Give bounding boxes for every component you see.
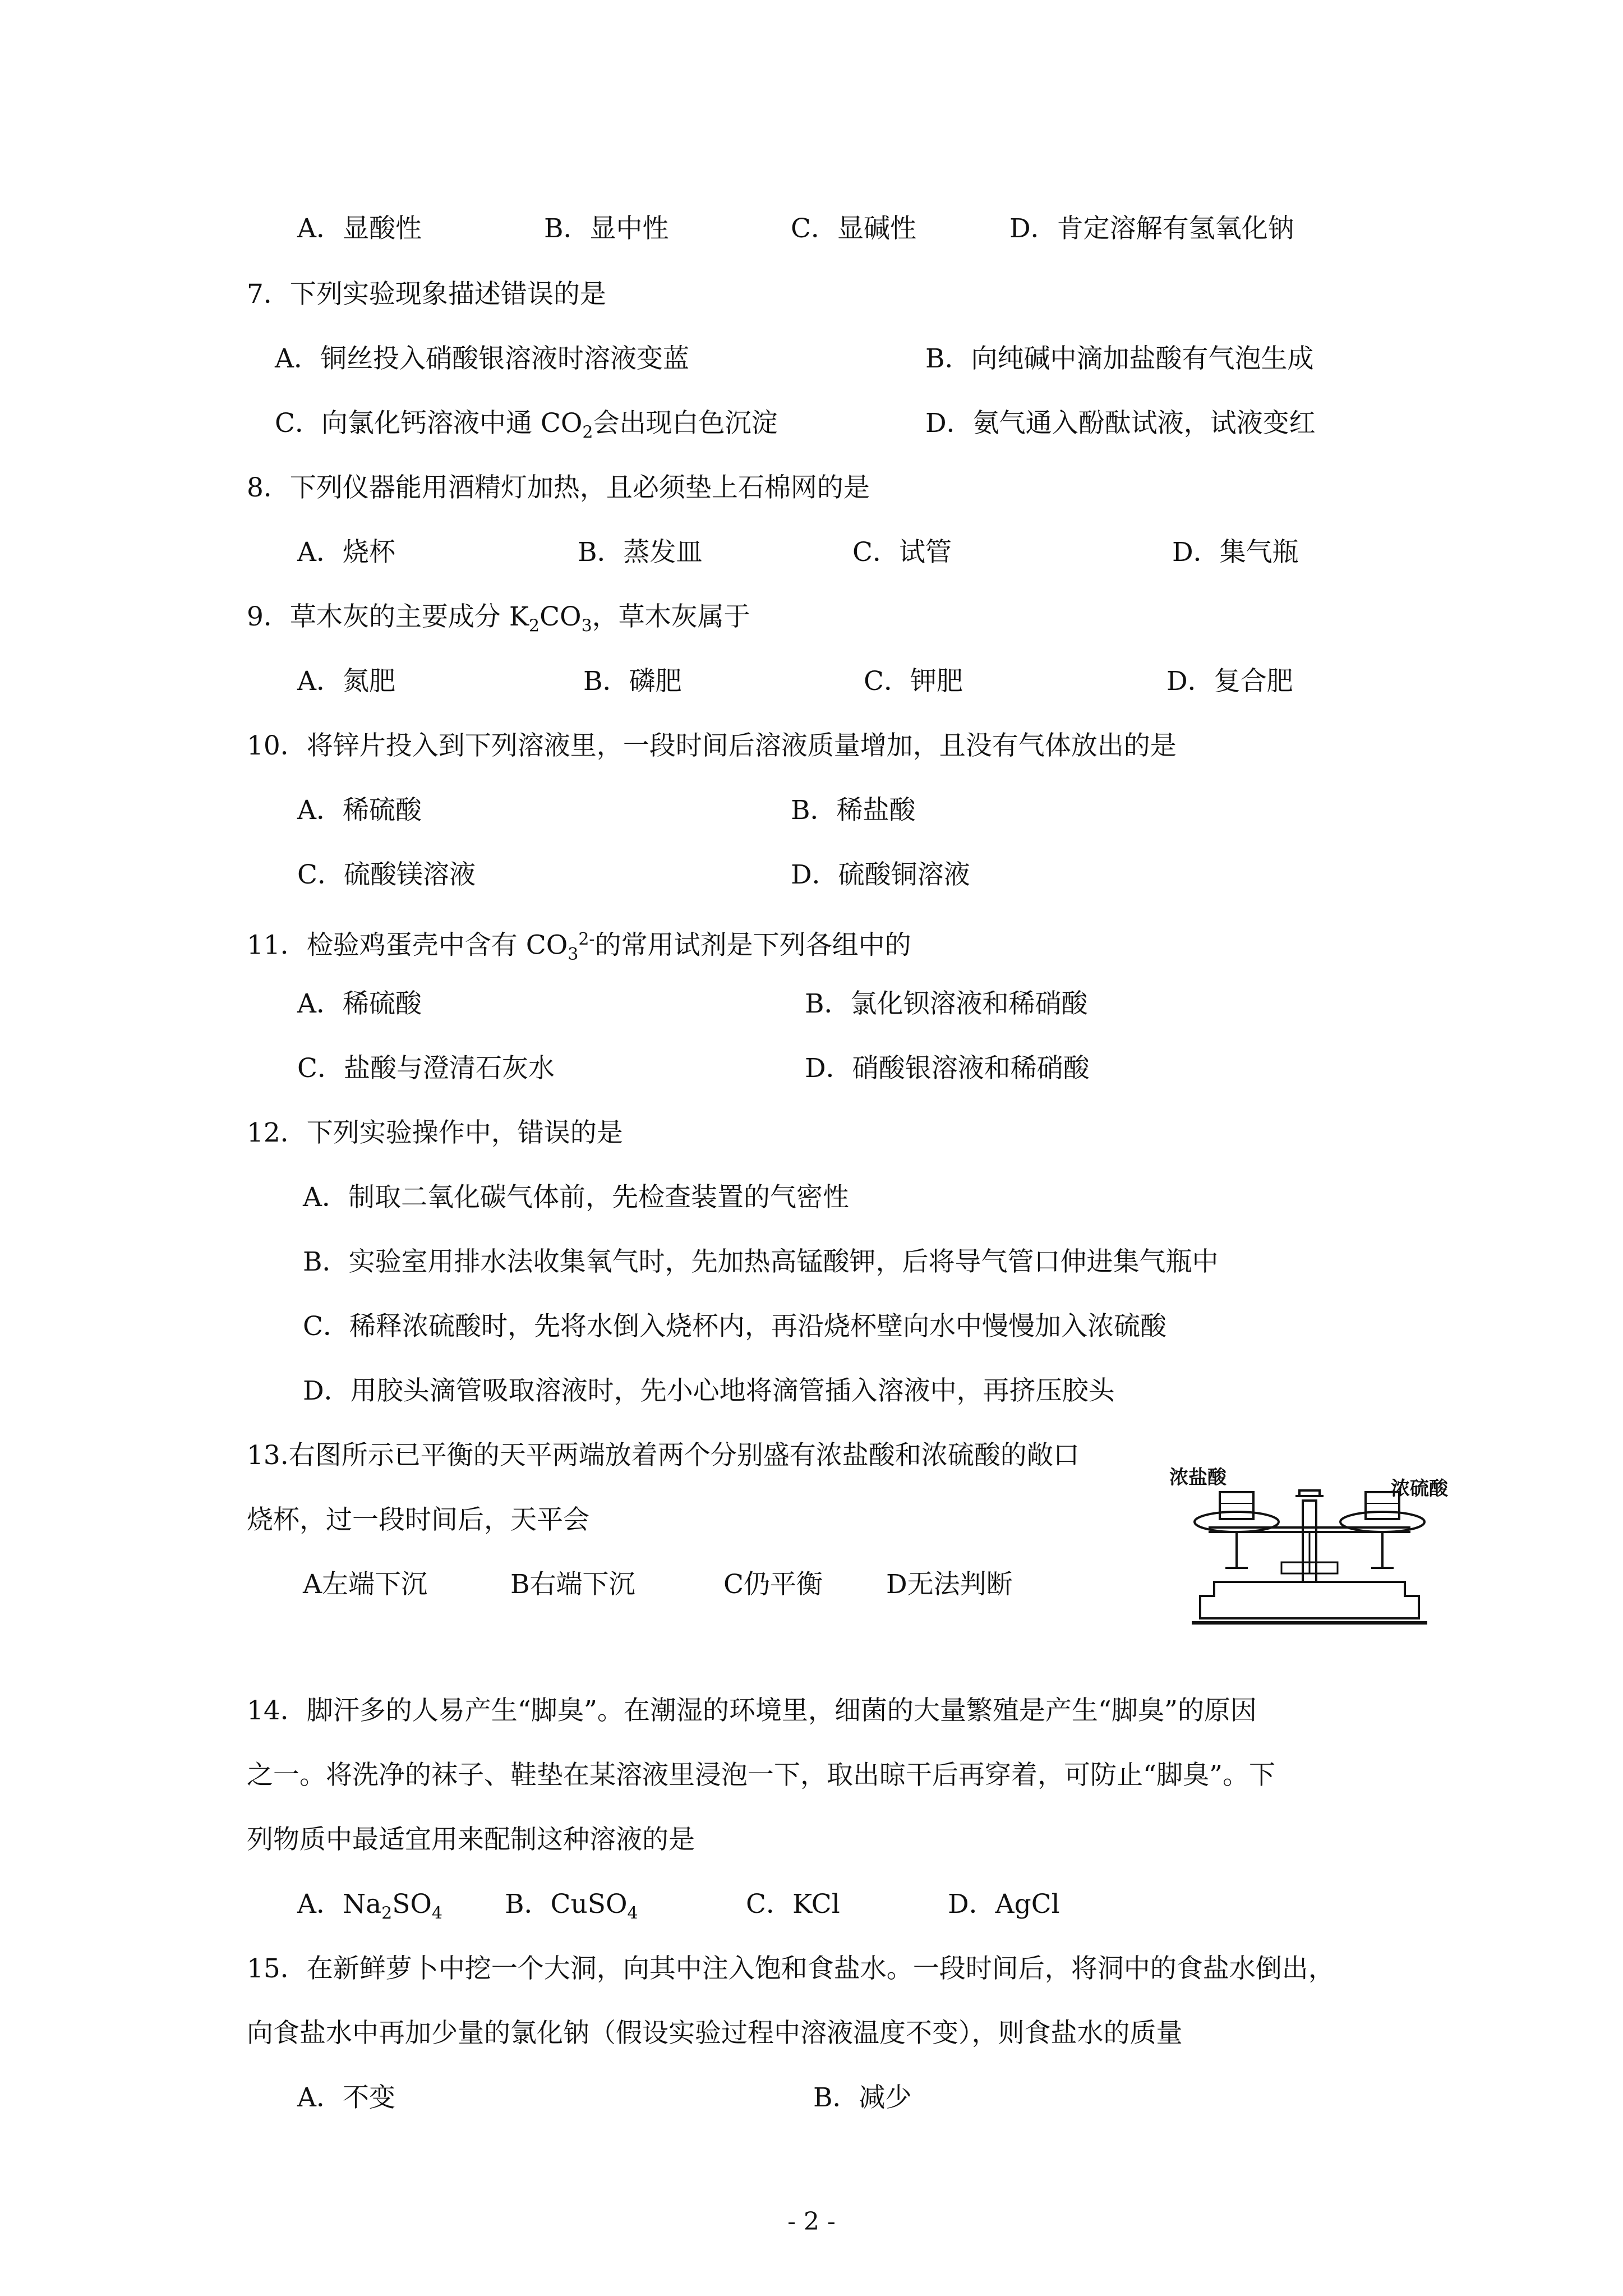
- q14-option-a: A．$Na_2SO_4$: [297, 1889, 443, 1924]
- q8-stem: 8．下列仪器能用酒精灯加热，且必须垫上石棉网的是: [247, 472, 870, 503]
- q11-option-d: D．硝酸银溶液和稀硝酸: [805, 1053, 1090, 1084]
- q13-option-c: C仍平衡: [723, 1569, 823, 1600]
- balance-figure: [1169, 1461, 1450, 1630]
- q13-option-d: D无法判断: [886, 1569, 1013, 1600]
- q8-option-a: A．烧杯: [297, 537, 395, 568]
- q11-option-c: C．盐酸与澄清石灰水: [297, 1053, 555, 1084]
- q12-option-a: A．制取二氧化碳气体前，先检查装置的气密性: [303, 1182, 849, 1213]
- right-beaker-label: 浓硫酸: [1391, 1478, 1448, 1500]
- q11-option-b: B．氯化钡溶液和稀硝酸: [805, 988, 1088, 1019]
- q8-option-c: C．试管: [852, 537, 952, 568]
- q8-option-b: B．蒸发皿: [578, 537, 703, 568]
- q10-option-a: A．稀硫酸: [297, 795, 422, 826]
- q9-stem: 9．草木灰的主要成分 $K_2CO_3$，草木灰属于: [247, 601, 750, 636]
- left-beaker-label: 浓盐酸: [1169, 1466, 1227, 1489]
- q6-option-a: A．显酸性: [297, 213, 422, 244]
- q9-option-b: B．磷肥: [583, 666, 682, 697]
- right-pan: [1340, 1512, 1424, 1532]
- q13-option-a: A左端下沉: [303, 1569, 427, 1600]
- q15-line2: 向食盐水中再加少量的氯化钠（假设实验过程中溶液温度不变），则食盐水的质量: [247, 2018, 1183, 2049]
- q12-option-b: B．实验室用排水法收集氧气时，先加热高锰酸钾，后将导气管口伸进集气瓶中: [303, 1246, 1219, 1277]
- page-number: - 2 -: [787, 2207, 836, 2236]
- q7-option-a: A．铜丝投入硝酸银溶液时溶液变蓝: [275, 343, 689, 374]
- q9-option-a: A．氮肥: [297, 666, 395, 697]
- q6-option-b: B．显中性: [544, 213, 669, 244]
- q13-stem-line1: 13.右图所示已平衡的天平两端放着两个分别盛有浓盐酸和浓硫酸的敞口: [247, 1440, 1080, 1471]
- q8-option-d: D．集气瓶: [1172, 537, 1299, 568]
- q11-stem: 11．检验鸡蛋壳中含有 $CO_3^{2-}$的常用试剂是下列各组中的: [247, 930, 911, 965]
- q12-stem: 12．下列实验操作中，错误的是: [247, 1117, 623, 1148]
- q14-option-b: B．CuSO$_4$: [505, 1889, 638, 1924]
- q15-option-a: A．不变: [297, 2082, 395, 2113]
- q11-option-a: A．稀硫酸: [297, 988, 422, 1019]
- left-pan: [1195, 1512, 1279, 1532]
- q14-option-d: D．AgCl: [948, 1889, 1060, 1920]
- q15-line1: 15．在新鲜萝卜中挖一个大洞，向其中注入饱和食盐水。一段时间后，将洞中的食盐水倒出，: [247, 1953, 1335, 1984]
- q7-option-d: D．氨气通入酚酞试液，试液变红: [925, 408, 1316, 439]
- q9-option-c: C．钾肥: [864, 666, 963, 697]
- q10-option-d: D．硫酸铜溶液: [791, 859, 970, 890]
- q9-option-d: D．复合肥: [1166, 666, 1293, 697]
- q13-stem-line2: 烧杯，过一段时间后，天平会: [247, 1504, 589, 1535]
- q14-line1: 14．脚汗多的人易产生“脚臭”。在潮湿的环境里，细菌的大量繁殖是产生“脚臭”的原因: [247, 1695, 1257, 1726]
- q6-option-d: D．肯定溶解有氢氧化钠: [1009, 213, 1294, 244]
- q10-option-b: B．稀盐酸: [791, 795, 916, 826]
- q13-option-b: B右端下沉: [510, 1569, 635, 1600]
- q7-stem: 7．下列实验现象描述错误的是: [247, 279, 606, 310]
- q10-option-c: C．硫酸镁溶液: [297, 859, 476, 890]
- q15-option-b: B．减少: [813, 2082, 912, 2113]
- q14-option-c: C．KCl: [746, 1889, 840, 1920]
- q12-option-d: D．用胶头滴管吸取溶液时，先小心地将滴管插入溶液中，再挤压胶头: [303, 1375, 1115, 1406]
- q14-line3: 列物质中最适宜用来配制这种溶液的是: [247, 1824, 695, 1855]
- q10-stem: 10．将锌片投入到下列溶液里，一段时间后溶液质量增加，且没有气体放出的是: [247, 730, 1177, 761]
- q14-line2: 之一。将洗净的袜子、鞋垫在某溶液里浸泡一下，取出晾干后再穿着，可防止“脚臭”。下: [247, 1760, 1276, 1791]
- q12-option-c: C．稀释浓硫酸时，先将水倒入烧杯内，再沿烧杯壁向水中慢慢加入浓硫酸: [303, 1311, 1166, 1342]
- q7-option-c: C．向氯化钙溶液中通 $CO_2$会出现白色沉淀: [275, 408, 778, 443]
- q7-option-b: B．向纯碱中滴加盐酸有气泡生成: [925, 343, 1314, 374]
- q6-option-c: C．显碱性: [791, 213, 916, 244]
- balance-base: [1200, 1582, 1419, 1618]
- left-beaker: [1220, 1492, 1253, 1519]
